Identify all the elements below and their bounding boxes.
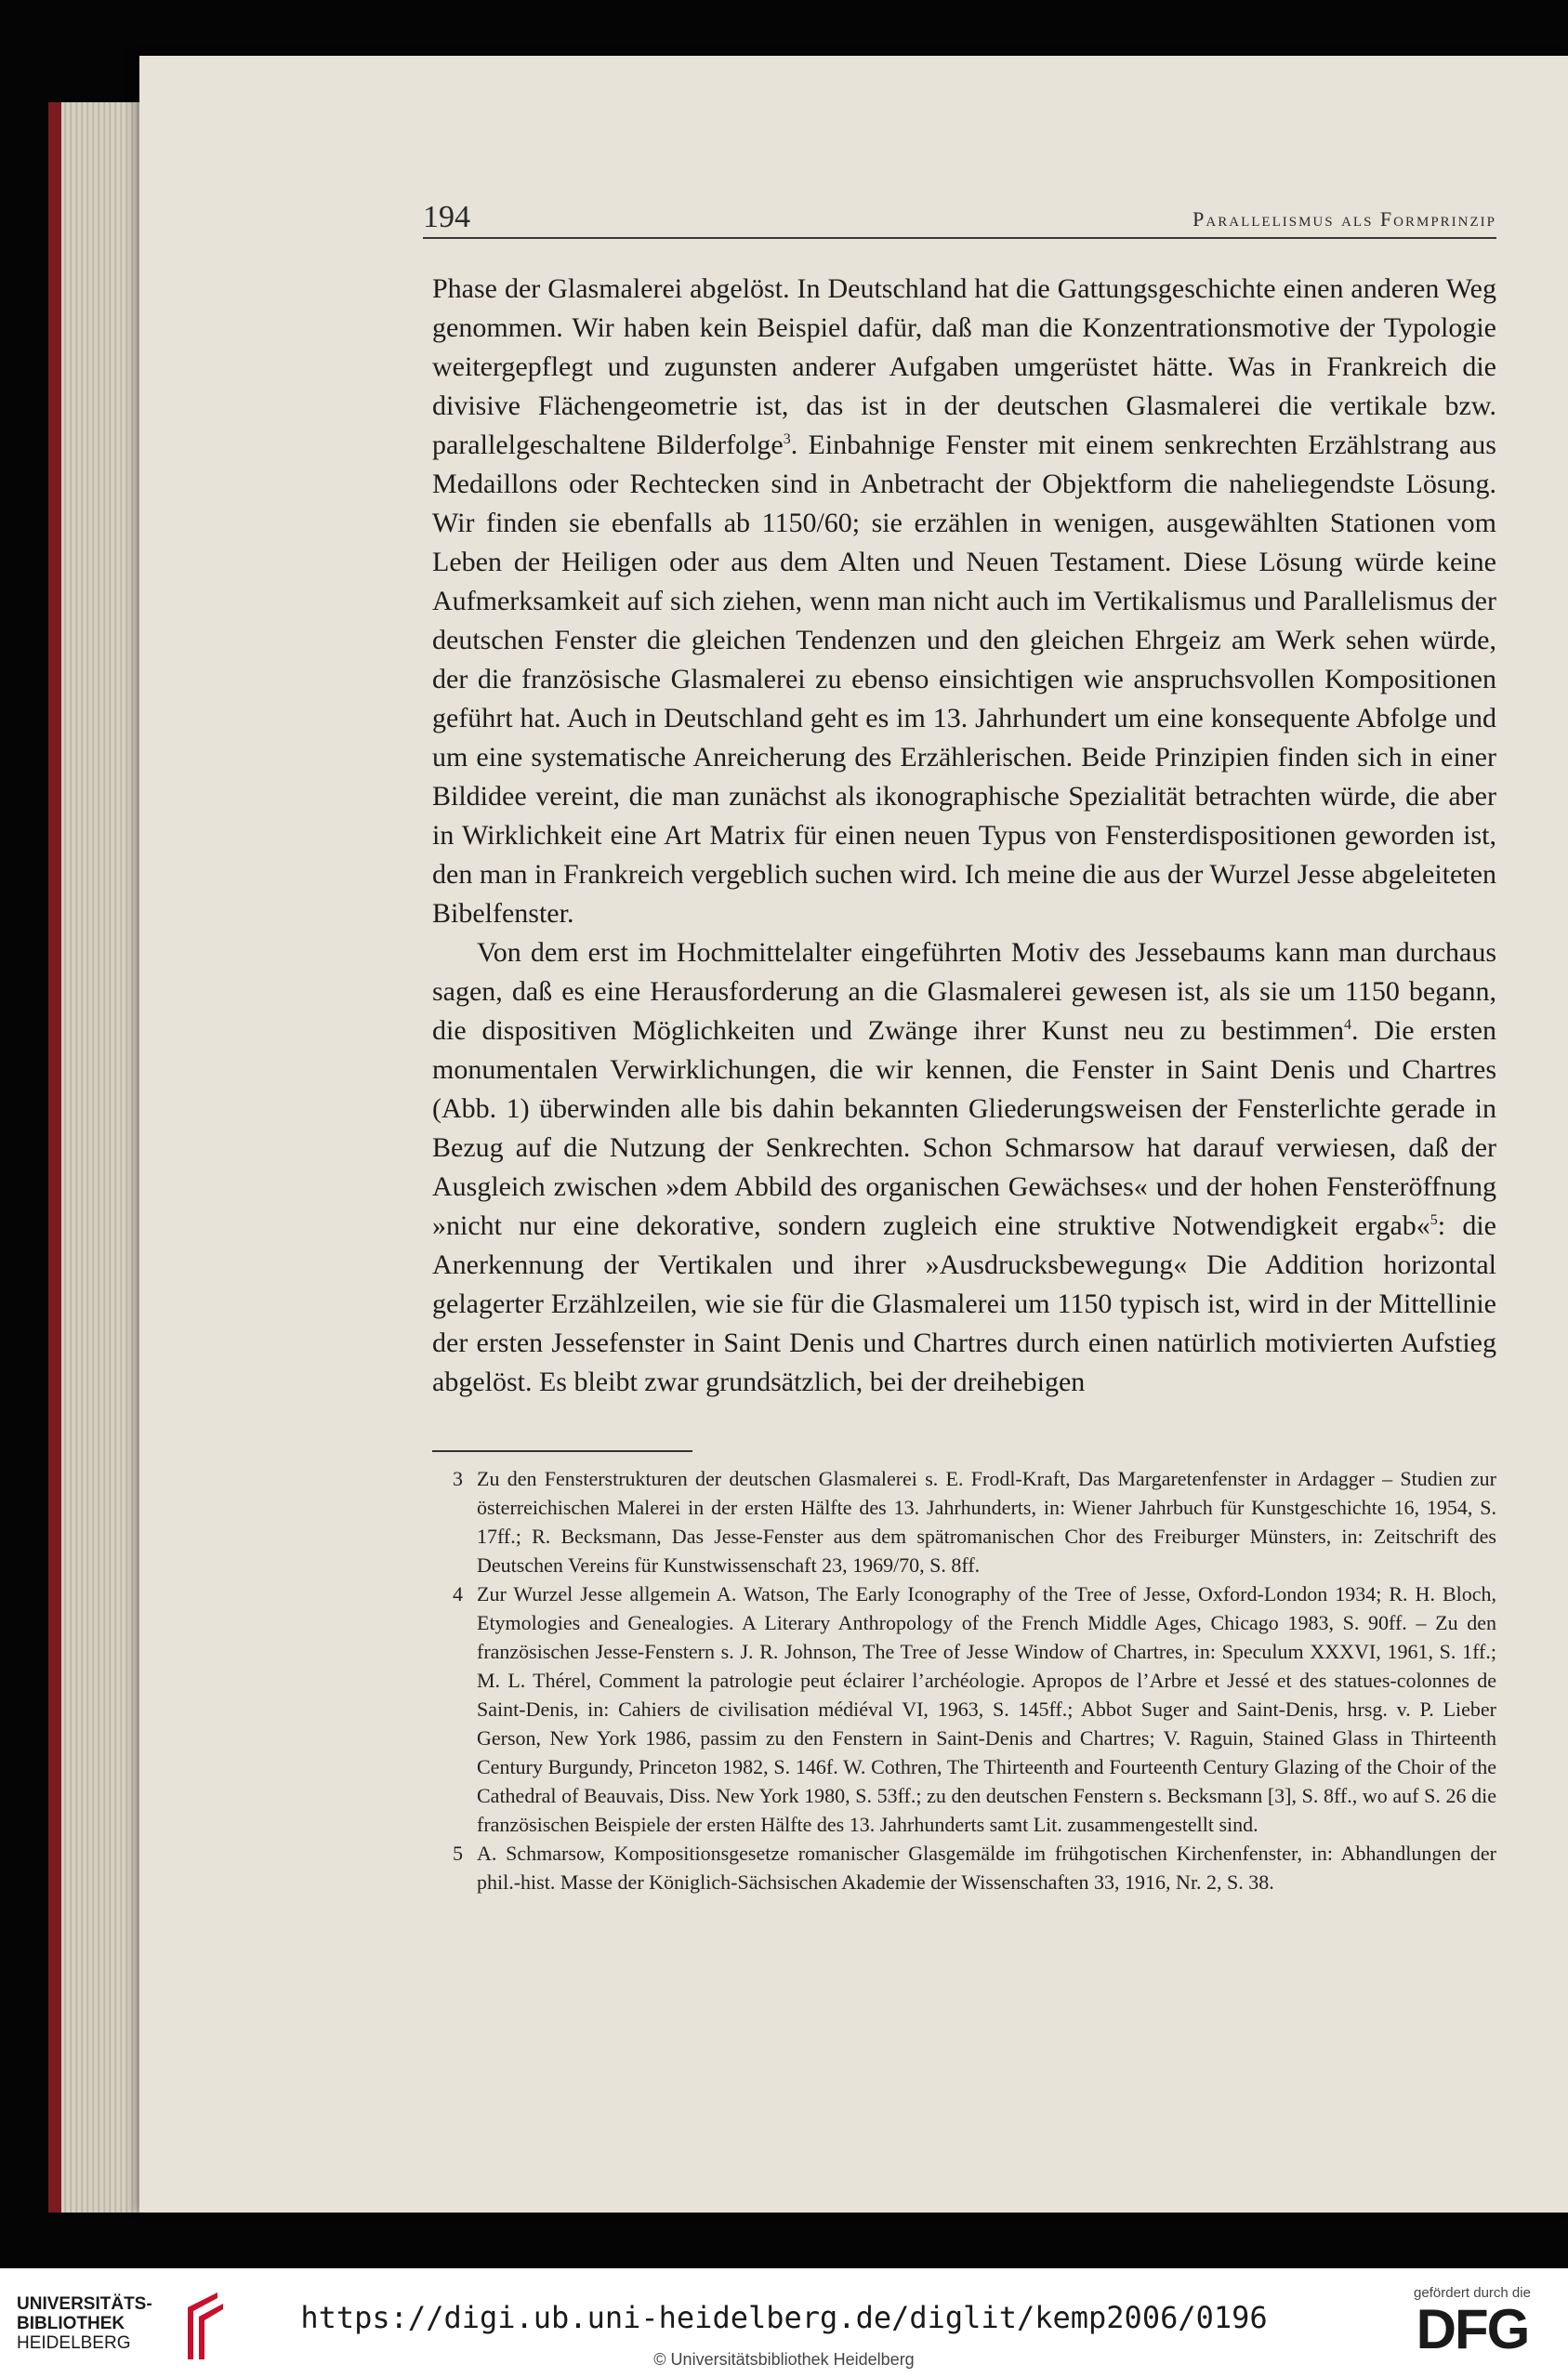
footnote-ref-3: 3 (783, 431, 791, 447)
paragraph-1: Phase der Glasmalerei abgelöst. In Deutschland hat die Gattungsgeschichte einen anderen Weg genommen. Wir haben kein Beispiel dafür, daß man die Konzentrationsmotive der Typologie weitergepflegt und zugunsten anderer Aufgaben umgerüstet hätte. Was in Frankreich die divisive Flächengeometrie ist, das ist in der deutschen Glasmalerei die vertikale bzw. parallelgeschaltene Bilderfolge$^3$. Einbahnige Fenster mit einem senkrechten Erzählstrang aus Medaillons oder Rechtecken sind in Anbetracht der Objektform die naheliegendste Lösung. Wir finden sie ebenfalls ab 1150/60; sie erzählen in wenigen, ausgewählten Stationen vom Leben der Heiligen oder aus dem Alten und Neuen Testament. Diese Lösung würde keine Aufmerksamkeit auf sich ziehen, wenn man nicht auch im Vertikalismus und Parallelismus der deutschen Fenster die gleichen Tendenzen und den gleichen Ehrgeiz am Werk sehen würde, der die französische Glasmalerei zu ebenso einsichtigen wie anspruchsvollen Kompositionen geführt hat. Auch in Deutschland geht es im 13. Jahrhundert um eine konsequente Abfolge und um eine systematische Anreicherung des Erzählerischen. Beide Prinzipien finden sich in einer Bildidee vereint, die man zunächst als ikonographische Spezialität betrachten würde, die aber in Wirklichkeit eine Art Matrix für einen neuen Typus von Fensterdispositionen geworden ist, den man in Frankreich vergeblich suchen wird. Ich meine die aus der Wurzel Jesse abgeleiteten Bibelfenster. (432, 273, 1496, 929)
footnotes (432, 1464, 1496, 1896)
dfg-logo[interactable] (1403, 2285, 1542, 2369)
library-name-line2: BIBLIOTHEK (17, 2314, 125, 2333)
paragraph-2: Von dem erst im Hochmittelalter eingeführten Motiv des Jessebaums kann man durchaus sagen, daß es eine Herausforderung an die Glasmalerei gewesen ist, als sie um 1150 begann, die dispositiven Möglichkeiten und Zwänge ihrer Kunst neu zu bestimmen$^4$. Die ersten monumentalen Verwirklichungen, die wir kennen, die Fenster in Saint Denis und Chartres (Abb. 1) überwinden alle bis dahin bekannten Gliederungsweisen der Fensterlichte gerade in Bezug auf die Nutzung der Senkrechten. Schon Schmarsow hat darauf verwiesen, daß der Ausgleich zwischen »dem Abbild des organischen Gewächses« und der hohen Fensteröffnung »nicht nur eine dekorative, sondern zugleich eine struktive Notwendigkeit ergab«$^5$: die Anerkennung der Vertikalen und ihrer »Ausdrucksbewegung« Die Addition horizontal gelagerter Erzählzeilen, wie sie für die Glasmalerei um 1150 typisch ist, wird in der Mittellinie der ersten Jessefenster in Saint Denis und Chartres durch einen natürlich motivierten Aufstieg abgelöst. Es bleibt zwar grundsätzlich, bei der dreihebigen (432, 937, 1496, 1397)
permalink-url[interactable]: https://digi.ub.uni-heidelberg.de/diglit/kemp2006/0196 (300, 2300, 1268, 2335)
copyright-notice: © Universitätsbibliothek Heidelberg (653, 2350, 915, 2369)
footnote-number: 4 (453, 1582, 463, 1605)
library-name-line1: UNIVERSITÄTS- (17, 2294, 152, 2314)
footnote-text: Zur Wurzel Jesse allgemein A. Watson, The Early Iconography of the Tree of Jesse, Oxford-London 1934; R. H. Bloch, Etymologies and Genealogies. A Literary Anthropology of the French Middle Ages, Chicago 1983, S. 90ff. – Zu den französischen Jesse-Fenstern s. J. R. Johnson, The Tree of Jesse Window of Chartres, in: Speculum XXXVI, 1961, S. 1ff.; M. L. Thérel, Comment la patrologie peut éclairer l’archéologie. Apropos de l’Arbre et Jessé et des statues-colonnes de Saint-Denis, in: Cahiers de civilisation médiéval VI, 1963, S. 145ff.; Abbot Suger and Saint-Denis, hrsg. v. P. Lieber Gerson, New York 1986, passim zu den Fenstern in Saint-Denis and Chartres; V. Raguin, Stained Glass in Thirteenth Century Burgundy, Princeton 1982, S. 146f. W. Cothren, The Thirteenth and Fourteenth Century Glazing of the Choir of the Cathedral of Beauvais, Diss. New York 1980, S. 53ff.; zu den deutschen Fenstern s. Becksmann [3], S. 8ff., wo auf S. 26 die französischen Beispiele der ersten Hälfte des 13. Jahrhunderts samt Lit. zusammengestellt sind. (477, 1582, 1496, 1836)
footnote-text: Zu den Fensterstrukturen der deutschen Glasmalerei s. E. Frodl-Kraft, Das Margaretenfenster in Ardagger – Studien zur österreichischen Malerei in der ersten Hälfte des 13. Jahrhunderts, in: Wiener Jahrbuch für Kunstgeschichte 16, 1954, S. 17ff.; R. Becksmann, Das Jesse-Fenster aus dem spätromanischen Chor des Freiburger Münsters, in: Zeitschrift des Deutschen Vereins für Kunstwissenschaft 23, 1969/70, S. 8ff. (477, 1467, 1496, 1577)
footnote-number: 3 (453, 1467, 463, 1490)
footnote-text: A. Schmarsow, Kompositionsgesetze romanischer Glasgemälde im frühgotischen Kirchenfenster, in: Abhandlungen der phil.-hist. Masse der Königlich-Sächsischen Akademie der Wissenschaften 33, 1916, Nr. 2, S. 38. (477, 1842, 1496, 1894)
funded-by-label: gefördert durch die (1414, 2285, 1531, 2301)
footnote-divider (432, 1450, 692, 1452)
dfg-wordmark: DFG (1416, 2298, 1529, 2360)
footnote-number: 5 (453, 1842, 463, 1865)
body-text (432, 270, 1496, 1402)
footnote-4 (432, 1579, 1496, 1839)
running-title: Parallelismus als Formprinzip (1192, 207, 1496, 231)
footnote-5 (432, 1839, 1496, 1896)
running-head (423, 200, 1496, 239)
footnote-ref-5: 5 (1430, 1212, 1438, 1228)
page-number: 194 (423, 200, 470, 234)
library-name-line3: HEIDELBERG (17, 2333, 131, 2353)
footnote-3 (432, 1464, 1496, 1579)
footnote-ref-4: 4 (1343, 1017, 1351, 1033)
viewer-footer (0, 2268, 1568, 2378)
